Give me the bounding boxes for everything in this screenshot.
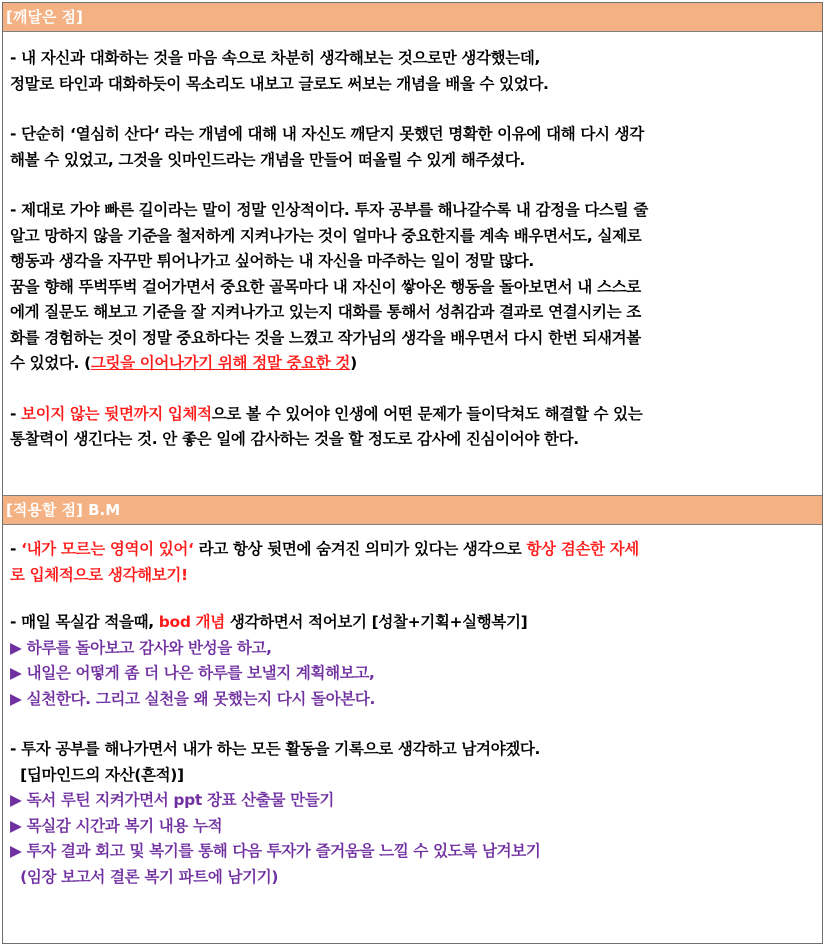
highlight-unknown-area: ‘내가 모르는 영역이 있어‘ xyxy=(21,540,194,558)
bullet-item: ▶ 독서 루틴 지켜가면서 ppt 장표 산출물 만들기 xyxy=(10,791,335,809)
application-paragraph-2 xyxy=(10,610,816,712)
bullet-item: ▶ 실천한다. 그리고 실천을 왜 못했는지 다시 돌아본다. xyxy=(10,689,376,708)
bullet-item: (임장 보고서 결론 복기 파트에 남기기) xyxy=(10,867,279,886)
text-fragment: - 매일 목실감 적을때, xyxy=(10,613,159,631)
highlight-3d-thinking: 로 입체적으로 생각해보기! xyxy=(10,565,188,584)
text-line: 해볼 수 있었고, 그것을 잇마인드라는 개념을 만들어 떠올릴 수 있게 해주셨다. xyxy=(10,150,525,169)
text-fragment: - xyxy=(10,540,22,558)
highlight-humble-attitude: 항상 겸손한 자세 xyxy=(526,540,639,558)
section-header-applications xyxy=(3,495,822,525)
text-line: 행동과 생각을 자꾸만 튀어나가고 싶어하는 내 자신을 마주하는 일이 정말 많다. xyxy=(10,252,534,270)
realization-paragraph-3 xyxy=(10,198,816,377)
document-sheet xyxy=(2,2,823,944)
text-fragment: 라고 항상 뒷면에 숨겨진 의미가 있다는 생각으로 xyxy=(193,540,527,558)
text-line: - 단순히 ‘열심히 산다‘ 라는 개념에 대해 내 자신도 깨닫지 못했던 명확한 이유에 대해 다시 생각 xyxy=(10,125,644,143)
text-line: 정말로 타인과 대화하듯이 목소리도 내보고 글로도 써보는 개념을 배울 수 있었다. xyxy=(10,74,549,93)
realization-paragraph-2 xyxy=(10,122,816,173)
text-fragment: 으로 볼 수 있어야 인생에 어떤 문제가 들이닥쳐도 해결할 수 있는 xyxy=(211,404,643,423)
bullet-item: ▶ 목실감 시간과 복기 내용 누적 xyxy=(10,816,223,835)
highlight-grit: 그릿을 이어나가기 위해 정말 중요한 것 xyxy=(90,354,351,372)
text-line: - 내 자신과 대화하는 것을 마음 속으로 차분히 생각해보는 것으로만 생각했는데, xyxy=(10,49,541,67)
section-title: [적용할 점] B.M xyxy=(6,501,121,519)
text-line: 에게 질문도 해보고 기준을 잘 지켜나가고 있는지 대화를 통해서 성취감과 결과로 연결시키는 조 xyxy=(10,303,641,321)
bullet-item: ▶ 내일은 어떻게 좀 더 나은 하루를 보낼지 계획해보고, xyxy=(10,664,375,682)
text-line: 알고 망하지 않을 기준을 철저하게 지켜나가는 것이 얼마나 중요한지를 계속 배우면서도, 실제로 xyxy=(10,226,642,245)
text-line: 화를 경험하는 것이 정말 중요하다는 것을 느꼈고 작가님의 생각을 배우면서 다시 한번 되새겨볼 xyxy=(10,328,641,347)
highlight-3d-view: 보이지 않는 뒷면까지 입체적 xyxy=(21,404,212,423)
text-line: 통찰력이 생긴다는 것. 안 좋은 일에 감사하는 것을 할 정도로 감사에 진심이어야 한다. xyxy=(10,430,579,448)
text-fragment: - xyxy=(10,404,22,423)
realization-paragraph-1 xyxy=(10,46,816,97)
realizations-body xyxy=(3,32,822,495)
section-header-realizations xyxy=(3,3,822,32)
bullet-item: ▶ 투자 결과 회고 및 복기를 통해 다음 투자가 즐거움을 느낄 수 있도록 남겨보기 xyxy=(10,842,541,860)
applications-body xyxy=(3,525,822,890)
text-line: [딥마인드의 자산(흔적)] xyxy=(10,765,184,784)
text-line: 꿈을 향해 뚜벅뚜벅 걸어가면서 중요한 골목마다 내 자신이 쌓아온 행동을 돌아보면서 내 스스로 xyxy=(10,277,641,296)
text-fragment: ) xyxy=(350,354,357,372)
bullet-item: ▶ 하루를 돌아보고 감사와 반성을 하고, xyxy=(10,638,272,657)
text-line: - 투자 공부를 해나가면서 내가 하는 모든 활동을 기록으로 생각하고 남겨야겠다. xyxy=(10,740,541,758)
realization-paragraph-4 xyxy=(10,402,816,453)
application-paragraph-3 xyxy=(10,737,816,890)
text-line: - 제대로 가야 빠른 길이라는 말이 정말 인상적이다. 투자 공부를 해나갈수록 내 감정을 다스릴 줄 xyxy=(10,201,648,219)
text-fragment: 생각하면서 적어보기 [성찰+기획+실행복기] xyxy=(224,613,528,631)
text-line: 수 있었다. ( xyxy=(10,354,91,372)
application-paragraph-1 xyxy=(10,537,816,588)
highlight-bod-concept: bod 개념 xyxy=(158,613,225,631)
section-title: [깨달은 점] xyxy=(6,8,83,26)
